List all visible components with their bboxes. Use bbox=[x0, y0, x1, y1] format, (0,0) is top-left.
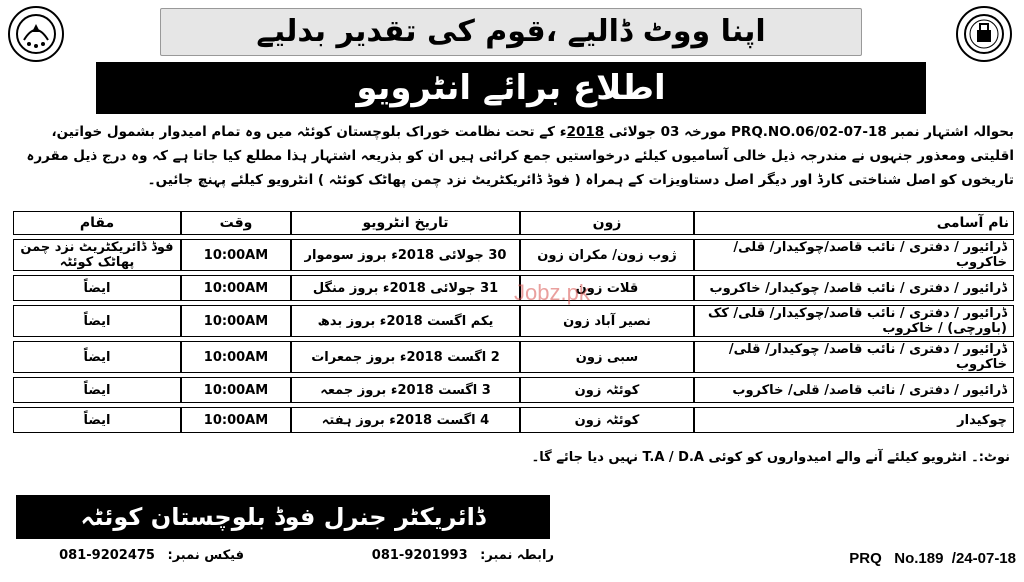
interview-schedule-table bbox=[13, 207, 1014, 437]
table-row bbox=[13, 407, 1014, 433]
cell-zone: کوئٹہ زون bbox=[520, 377, 694, 403]
cell-date: 2 اگست 2018ء بروز جمعرات bbox=[291, 341, 520, 373]
header-place: مقام bbox=[13, 211, 181, 235]
cell-time: 10:00AM bbox=[203, 349, 269, 365]
cell-post: ڈرائیور / دفتری / نائب قاصد/ چوکیدار/ قلی/ خاکروب bbox=[694, 341, 1014, 373]
reference-number: PRQ.NO.06/02-07-18 bbox=[731, 124, 887, 140]
cell-time: 10:00AM bbox=[203, 412, 269, 428]
header-date: تاریخ انٹرویو bbox=[291, 211, 520, 235]
cell-post: ڈرائیور / دفتری / نائب قاصد/ قلی/ خاکروب bbox=[694, 377, 1014, 403]
intro-paragraph bbox=[4, 120, 1014, 192]
cell-post: چوکیدار bbox=[694, 407, 1014, 433]
intro-part-2: مورخہ 03 جولائی bbox=[608, 124, 727, 140]
intro-part-3: ء کے تحت نظامت خوراک بلوچستان کوئٹہ میں وہ تمام امیدوار بشمول خواتین، اقلیتی ومعذور جنہوں نے مندرجہ ذیل خالی آسامیوں کیلئے درخواستیں جمع کرائی ہیں ان کو بذریعہ اشتہار ہذا مطلع کیا جاتا ہے کہ وہ درج ذیل مقررہ تاریخوں کو اصل شناختی کارڈ اور دیگر اصل دستاویزات کے ہمراہ ( فوڈ ڈائریکٹریٹ نزد چمن پھاٹک کوئٹہ ) انٹرویو کیلئے پہنچ جائیں۔ bbox=[26, 124, 1014, 188]
fax-label: فیکس نمبر: bbox=[167, 548, 244, 563]
contact-label: رابطہ نمبر: bbox=[480, 548, 554, 563]
watermark: Jobz.pk bbox=[514, 280, 590, 305]
interview-notice-banner: اطلاع برائے انٹرویو bbox=[96, 62, 926, 114]
slogan-banner: اپنا ووٹ ڈالیے ،قوم کی تقدیر بدلیے bbox=[160, 8, 862, 56]
cell-place: ایضاً bbox=[13, 341, 181, 373]
header-time: وقت bbox=[181, 211, 291, 235]
cell-zone: کوئٹہ زون bbox=[520, 407, 694, 433]
intro-part-1: بحوالہ اشتہار نمبر bbox=[891, 124, 1014, 140]
intro-year: 2018 bbox=[566, 124, 605, 140]
cell-place: ایضاً bbox=[13, 377, 181, 403]
director-general-banner: ڈائریکٹر جنرل فوڈ بلوچستان کوئٹہ bbox=[16, 495, 550, 539]
table-row bbox=[13, 341, 1014, 373]
cell-date: 3 اگست 2018ء بروز جمعہ bbox=[291, 377, 520, 403]
cell-place: ایضاً bbox=[13, 407, 181, 433]
fax-number: 081-9202475 bbox=[59, 548, 155, 563]
cell-place: ایضاً bbox=[13, 305, 181, 337]
cell-date: 30 جولائی 2018ء بروز سوموار bbox=[291, 239, 520, 271]
cell-zone: سبی زون bbox=[520, 341, 694, 373]
cell-time: 10:00AM bbox=[203, 313, 269, 329]
cell-time: 10:00AM bbox=[203, 247, 269, 263]
election-logo-icon bbox=[956, 6, 1012, 62]
cell-zone: قلات زون bbox=[520, 275, 694, 301]
emblem-icon bbox=[8, 6, 64, 62]
cell-date: 4 اگست 2018ء بروز ہفتہ bbox=[291, 407, 520, 433]
cell-place: ایضاً bbox=[13, 275, 181, 301]
cell-post: ڈرائیور / دفتری / نائب قاصد/ چوکیدار/ خاکروب bbox=[694, 275, 1014, 301]
cell-date: یکم اگست 2018ء بروز بدھ bbox=[291, 305, 520, 337]
cell-date: 31 جولائی 2018ء بروز منگل bbox=[291, 275, 520, 301]
table-row bbox=[13, 305, 1014, 337]
cell-zone: نصیر آباد زون bbox=[520, 305, 694, 337]
fax-line bbox=[51, 548, 244, 563]
cell-post: ڈرائیور / دفتری / نائب قاصد/چوکیدار/ قلی/ خاکروب bbox=[694, 239, 1014, 271]
header-zone: زون bbox=[520, 211, 694, 235]
table-row bbox=[13, 239, 1014, 271]
header-post: نام آسامی bbox=[694, 211, 1014, 235]
table-row bbox=[13, 377, 1014, 403]
cell-time: 10:00AM bbox=[203, 280, 269, 296]
table-header-row bbox=[13, 211, 1014, 235]
cell-post: ڈرائیور / دفتری / نائب قاصد/چوکیدار/ قلی/ کک (باورچی) / خاکروب bbox=[694, 305, 1014, 337]
contact-number: 081-9201993 bbox=[371, 548, 468, 563]
prq-number: PRQ No.189 /24-07-18 bbox=[849, 550, 1016, 567]
contact-line bbox=[364, 548, 554, 563]
cell-place: فوڈ ڈائریکٹریٹ نزد چمن پھاٹک کوئٹہ bbox=[13, 239, 181, 271]
cell-time: 10:00AM bbox=[203, 382, 269, 398]
note-text: نوٹ:۔ انٹرویو کیلئے آنے والے امیدواروں کو کوئی T.A / D.A نہیں دیا جائے گا۔ bbox=[531, 450, 1010, 465]
cell-zone: ژوب زون/ مکران زون bbox=[520, 239, 694, 271]
